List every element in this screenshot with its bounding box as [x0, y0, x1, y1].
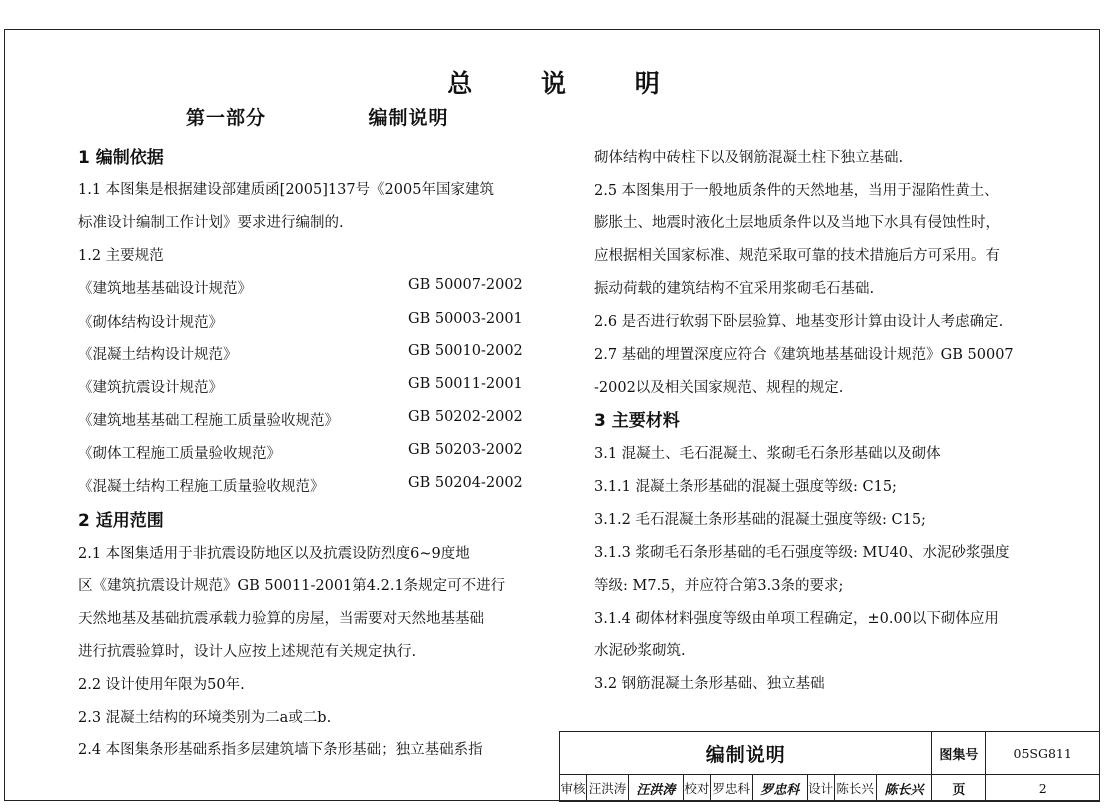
review-label: 审核 — [560, 775, 587, 802]
para-2-1-line1: 2.1 本图集适用于非抗震设防地区以及抗震设防烈度6~9度地 — [78, 546, 470, 562]
para-3-1-2: 3.1.2 毛石混凝土条形基础的混凝土强度等级: C15; — [594, 512, 926, 528]
para-3-1-4-line1: 3.1.4 砌体材料强度等级由单项工程确定，±0.00以下砌体应用 — [594, 611, 999, 627]
page-label: 页 — [932, 775, 986, 802]
para-1-1-line2: 标准设计编制工作计划》要求进行编制的. — [78, 215, 344, 231]
para-2-2: 2.2 设计使用年限为50年. — [78, 677, 245, 693]
checker-signature — [752, 775, 807, 802]
para-2-6: 2.6 是否进行软弱下卧层验算、地基变形计算由设计人考虑确定. — [594, 314, 1004, 330]
standard-code: GB 50204-2002 — [408, 475, 523, 491]
standard-name: 《砌体工程施工质量验收规范》 — [78, 446, 281, 462]
para-1-2: 1.2 主要规范 — [78, 248, 164, 264]
heading-2: 2 适用范围 — [78, 511, 164, 531]
standard-code: GB 50203-2002 — [408, 442, 523, 458]
standard-name: 《建筑抗震设计规范》 — [78, 380, 223, 396]
para-2-3: 2.3 混凝土结构的环境类别为二a或二b. — [78, 710, 332, 726]
para-2-7-line1: 2.7 基础的埋置深度应符合《建筑地基基础设计规范》GB 50007 — [594, 347, 1014, 363]
para-3-1-1: 3.1.1 混凝土条形基础的混凝土强度等级: C15; — [594, 479, 897, 495]
para-2-5-line1: 2.5 本图集用于一般地质条件的天然地基，当用于湿陷性黄土、 — [594, 183, 999, 199]
standard-name: 《建筑地基基础设计规范》 — [78, 281, 252, 297]
page-number: 2 — [986, 775, 1100, 802]
standard-code: GB 50011-2001 — [408, 376, 523, 392]
para-3-1: 3.1 混凝土、毛石混凝土、浆砌毛石条形基础以及砌体 — [594, 446, 941, 462]
para-2-4: 2.4 本图集条形基础系指多层建筑墙下条形基础；独立基础系指 — [78, 742, 483, 758]
para-2-1-line4: 进行抗震验算时，设计人应按上述规范有关规定执行. — [78, 644, 417, 660]
page-title: 总 说 明 — [447, 69, 690, 98]
heading-3: 3 主要材料 — [594, 411, 680, 431]
reviewer-signature — [628, 775, 683, 802]
check-label: 校对 — [683, 775, 710, 802]
designer-signature — [876, 775, 932, 802]
designer-signature-text: 陈长兴 — [884, 782, 924, 798]
standard-name: 《建筑地基基础工程施工质量验收规范》 — [78, 413, 339, 429]
heading-1: 1 编制依据 — [78, 148, 164, 168]
para-2-5-line3: 应根据相关国家标准、规范采取可靠的技术措施后方可采用。有 — [594, 248, 1000, 264]
standard-name: 《砌体结构设计规范》 — [78, 315, 223, 331]
para-2-7-line2: -2002以及相关国家规范、规程的规定. — [594, 380, 844, 396]
checker-name: 罗忠科 — [710, 775, 752, 802]
para-3-2: 3.2 钢筋混凝土条形基础、独立基础 — [594, 676, 825, 692]
reviewer-signature-text: 汪洪涛 — [636, 782, 676, 798]
standard-code: GB 50202-2002 — [408, 409, 523, 425]
standard-code: GB 50003-2001 — [408, 311, 523, 327]
atlas-number-label: 图集号 — [932, 732, 986, 775]
atlas-number: 05SG811 — [986, 732, 1100, 775]
para-line: 砌体结构中砖柱下以及钢筋混凝土柱下独立基础. — [594, 150, 904, 166]
standard-name: 《混凝土结构设计规范》 — [78, 347, 238, 363]
para-1-1-line1: 1.1 本图集是根据建设部建质函[2005]137号《2005年国家建筑 — [78, 182, 494, 198]
section-subtitle: 第一部分 编制说明 — [186, 107, 449, 129]
para-3-1-3-line1: 3.1.3 浆砌毛石条形基础的毛石强度等级: MU40、水泥砂浆强度 — [594, 545, 1010, 561]
designer-name: 陈长兴 — [834, 775, 876, 802]
drawing-title: 编制说明 — [560, 732, 932, 775]
para-3-1-3-line2: 等级: M7.5，并应符合第3.3条的要求; — [594, 578, 844, 594]
para-2-5-line4: 振动荷载的建筑结构不宜采用浆砌毛石基础. — [594, 281, 875, 297]
para-2-5-line2: 膨胀土、地震时液化土层地质条件以及当地下水具有侵蚀性时， — [594, 215, 1000, 231]
standard-name: 《混凝土结构工程施工质量验收规范》 — [78, 479, 325, 495]
checker-signature-text: 罗忠科 — [760, 782, 800, 798]
standard-code: GB 50007-2002 — [408, 277, 523, 293]
reviewer-name: 汪洪涛 — [586, 775, 628, 802]
para-2-1-line3: 天然地基及基础抗震承载力验算的房屋，当需要对天然地基基础 — [78, 611, 484, 627]
design-label: 设计 — [807, 775, 834, 802]
standard-code: GB 50010-2002 — [408, 343, 523, 359]
para-2-1-line2: 区《建筑抗震设计规范》GB 50011-2001第4.2.1条规定可不进行 — [78, 578, 506, 594]
title-block — [559, 731, 1100, 801]
para-3-1-4-line2: 水泥砂浆砌筑. — [594, 643, 686, 659]
